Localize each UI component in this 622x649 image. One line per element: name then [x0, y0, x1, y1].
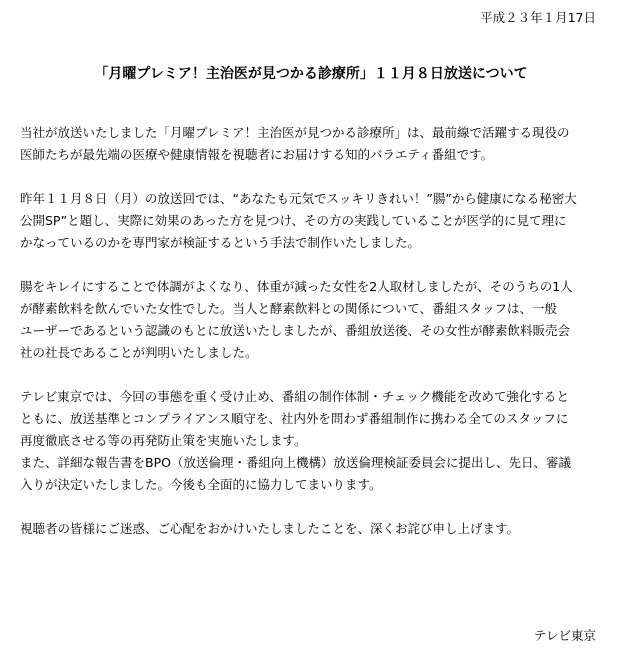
text-line: 社の社長であることが判明いたしました。 — [20, 345, 258, 360]
release-date: 平成２３年１月17日 — [480, 10, 596, 25]
text-line: かなっているのかを専門家が検証するという手法で制作いたしました。 — [20, 235, 421, 250]
text-line: 腸をキレイにすることで体調がよくなり、体重が減った女性を2人取材しましたが、そのうちの1人 — [20, 279, 573, 294]
text-line: ともに、放送基準とコンプライアンス順守を、社内外を問わず番組制作に携わる全てのスタッフに — [20, 411, 569, 426]
text-line: 昨年１１月８日（月）の放送回では、“あなたも元気でスッキリきれい！”腸”から健康になる秘密大 — [20, 191, 577, 206]
signature: テレビ東京 — [533, 628, 596, 643]
text-line: また、詳細な報告書をBPO（放送倫理・番組向上機構）放送倫理検証委員会に提出し、先日、審議 — [20, 455, 571, 470]
paragraph-intro — [20, 122, 604, 166]
text-line: 当社が放送いたしました「月曜プレミア！主治医が見つかる診療所」は、最前線で活躍する現役の — [20, 125, 570, 140]
text-line: 入りが決定いたしました。今後も全面的に協力してまいります。 — [20, 477, 382, 492]
paragraph-issue — [20, 276, 604, 364]
paragraph-measures — [20, 386, 604, 496]
text-line: ユーザーであるという認識のもとに放送いたしましたが、番組放送後、その女性が酵素飲料販売会 — [20, 323, 571, 338]
page-title: 「月曜プレミア！主治医が見つかる診療所」１１月８日放送について — [94, 66, 528, 82]
text-line: テレビ東京では、今回の事態を重く受け止め、番組の制作体制・チェック機能を改めて強化すると — [20, 389, 569, 404]
text-line: が酵素飲料を飲んでいた女性でした。当人と酵素飲料との関係について、番組スタッフは、一般 — [20, 301, 558, 316]
text-line: 視聴者の皆様にご迷惑、ご心配をおかけいたしましたことを、深くお詫び申し上げます。 — [20, 521, 520, 536]
release-body — [20, 122, 604, 540]
text-line: 公開SP”と題し、実際に効果のあった方を見つけ、その方の実践していることが医学的に見て理に — [20, 213, 567, 228]
text-line: 医師たちが最先端の医療や健康情報を視聴者にお届けする知的バラエティ番組です。 — [20, 147, 494, 162]
paragraph-apology — [20, 518, 604, 540]
text-line: 再度徹底させる等の再発防止策を実施いたします。 — [20, 433, 307, 448]
paragraph-broadcast — [20, 188, 604, 254]
